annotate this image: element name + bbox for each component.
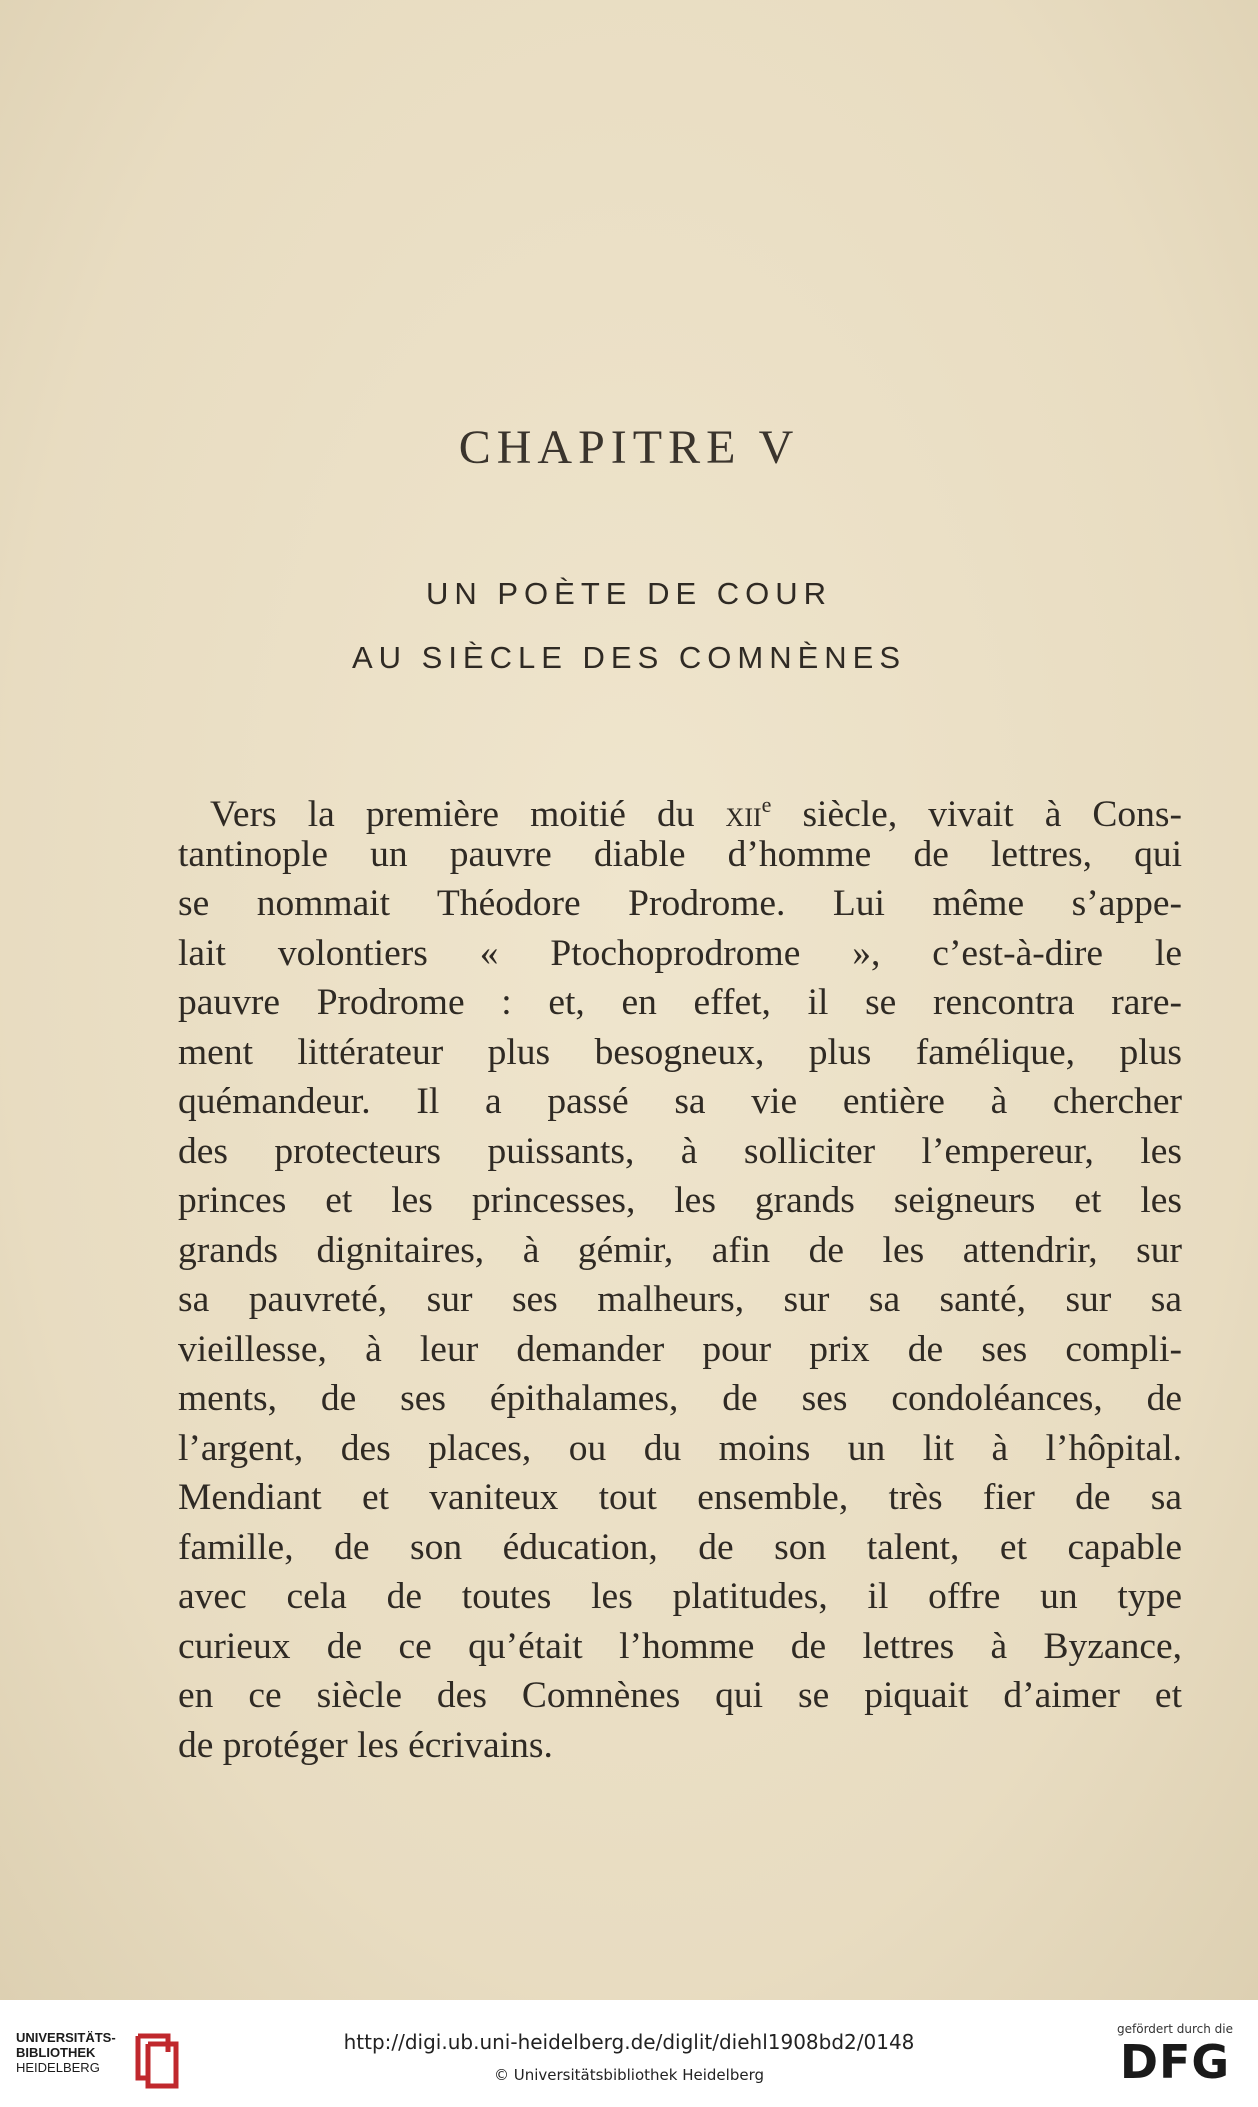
text-fragment: Vers la première moitié du (210, 794, 726, 835)
text-line: vieillesse, à leur demander pour prix de ses compli- (178, 1328, 1182, 1370)
library-name-line-2: BIBLIOTHEK (16, 2045, 96, 2060)
dfg-logo[interactable] (1110, 2022, 1240, 2088)
text-line: curieux de ce qu’était l’homme de lettres à Byzance, (178, 1625, 1182, 1667)
text-line: lait volontiers « Ptochoprodrome », c’est-à-dire le (178, 932, 1182, 974)
text-line: avec cela de toutes les platitudes, il offre un type (178, 1576, 1182, 1617)
text-line: Mendiant et vaniteux tout ensemble, très fier de sa (178, 1477, 1182, 1518)
text-line: princes et les princesses, les grands seigneurs et les (178, 1180, 1182, 1221)
century-superscript: e (761, 792, 772, 817)
chapter-subtitle-line-2: AU SIÈCLE DES COMNÈNES (351, 640, 907, 675)
text-line: quémandeur. Il a passé sa vie entière à chercher (178, 1081, 1182, 1122)
text-line: des protecteurs puissants, à solliciter l’empereur, les (178, 1130, 1182, 1172)
chapter-heading: CHAPITRE V (458, 421, 800, 474)
century-numeral: xii (725, 794, 762, 835)
text-line: en ce siècle des Comnènes qui se piquait d’aimer et (178, 1675, 1182, 1716)
dfg-wordmark: DFG (1119, 2035, 1231, 2089)
library-name-line-1: UNIVERSITÄTS- (16, 2030, 116, 2045)
text-line: sa pauvreté, sur ses malheurs, sur sa santé, sur sa (178, 1279, 1182, 1320)
text-line (178, 780, 1182, 835)
library-name-line-3: HEIDELBERG (16, 2060, 100, 2075)
text-line: ments, de ses épithalames, de ses condoléances, de (178, 1378, 1182, 1419)
text-line: l’argent, des places, ou du moins un lit à l’hôpital. (178, 1427, 1182, 1469)
text-line: famille, de son éducation, de son talent, et capable (178, 1526, 1182, 1568)
chapter-subtitle-line-1: UN POÈTE DE COUR (425, 576, 833, 611)
text-line: grands dignitaires, à gémir, afin de les attendrir, sur (178, 1229, 1182, 1271)
text-line: se nommait Théodore Prodrome. Lui même s’appe- (178, 883, 1182, 924)
text-line: de protéger les écrivains. (178, 1724, 553, 1766)
text-line: tantinople un pauvre diable d’homme de lettres, qui (178, 833, 1182, 875)
funded-by-label: gefördert durch die (1117, 2022, 1233, 2036)
text-line: pauvre Prodrome : et, en effet, il se rencontra rare- (178, 982, 1182, 1023)
permalink-url[interactable]: http://digi.ub.uni-heidelberg.de/diglit/diehl1908bd2/0148 (343, 2030, 915, 2054)
text-fragment: siècle, vivait à Cons- (771, 794, 1182, 835)
copyright-notice: © Universitätsbibliothek Heidelberg (493, 2066, 764, 2084)
text-line: ment littérateur plus besogneux, plus famélique, plus (178, 1031, 1182, 1073)
footer-bar (0, 2000, 1258, 2107)
body-paragraph (178, 780, 1182, 1770)
